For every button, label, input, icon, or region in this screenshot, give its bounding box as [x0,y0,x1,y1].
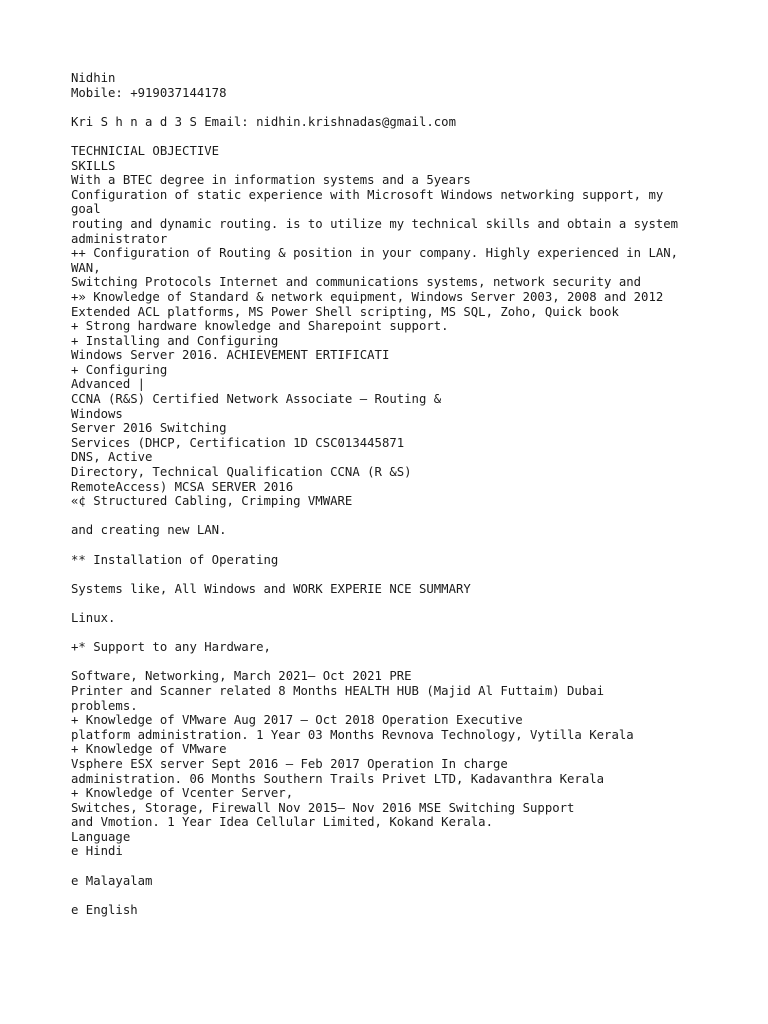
text-line: routing and dynamic routing. is to utilize my technical skills and obtain a system [71,216,679,231]
text-line: CCNA (R&S) Certified Network Associate — Routing & [71,392,442,407]
text-line: +* Support to any Hardware, [71,640,271,655]
text-line: TECHNICIAL OBJECTIVE [71,143,220,158]
text-line: + Configuring [71,362,168,377]
text-line: ** Installation of Operating [71,552,279,567]
text-line: Directory, Technical Qualification CCNA (R &S) [71,465,412,480]
blank-line [71,509,751,524]
text-line: «¢ Structured Cabling, Crimping VMWARE [71,494,353,509]
blank-line [71,626,751,641]
text-line: Language [71,829,131,844]
text-line: WAN, [71,260,101,275]
text-line: Mobile: +919037144178 [71,85,227,100]
text-line: Software, Networking, March 2021— Oct 2021 PRE [71,669,412,684]
text-line: Switches, Storage, Firewall Nov 2015— Nov 2016 MSE Switching Support [71,800,575,815]
blank-line [71,567,751,582]
blank-line [71,100,751,115]
text-line: SKILLS [71,158,116,173]
text-line: Printer and Scanner related 8 Months HEALTH HUB (Majid Al Futtaim) Dubai [71,683,605,698]
text-line: + Knowledge of VMware Aug 2017 — Oct 2018 Operation Executive [71,713,523,728]
text-line: + Strong hardware knowledge and Sharepoint support. [71,319,449,334]
text-line: goal [71,202,101,217]
blank-line [71,888,751,903]
text-line: Windows [71,406,123,421]
text-line: platform administration. 1 Year 03 Months Revnova Technology, Vytilla Kerala [71,727,634,742]
text-line: Switching Protocols Internet and communications systems, network security and [71,275,642,290]
text-line: Nidhin [71,71,116,85]
text-line: ++ Configuration of Routing & position in your company. Highly experienced in LAN, [71,246,679,261]
text-line: Kri S h n a d 3 S Email: nidhin.krishnadas@gmail.com [71,114,456,129]
text-line: Services (DHCP, Certification 1D CSC013445871 [71,435,405,450]
text-line: +» Knowledge of Standard & network equipment, Windows Server 2003, 2008 and 2012 [71,289,664,304]
blank-line [71,129,751,144]
resume-text [71,71,751,917]
text-line: Linux. [71,610,116,625]
text-line: e Hindi [71,844,123,859]
text-line: administrator [71,231,168,246]
blank-line [71,655,751,670]
text-line: problems. [71,698,138,713]
text-line: + Installing and Configuring [71,333,279,348]
blank-line [71,596,751,611]
text-line: and Vmotion. 1 Year Idea Cellular Limited, Kokand Kerala. [71,815,493,830]
text-line: Vsphere ESX server Sept 2016 — Feb 2017 Operation In charge [71,756,508,771]
text-line: DNS, Active [71,450,153,465]
text-line: RemoteAccess) MCSA SERVER 2016 [71,479,294,494]
blank-line [71,859,751,874]
text-line: e English [71,902,138,917]
text-line: Advanced | [71,377,146,392]
text-line: + Knowledge of VMware [71,742,227,757]
text-line: With a BTEC degree in information systems and a 5years [71,173,471,188]
text-line: Windows Server 2016. ACHIEVEMENT ERTIFICATI [71,348,390,363]
blank-line [71,538,751,553]
text-line: + Knowledge of Vcenter Server, [71,786,294,801]
text-line: administration. 06 Months Southern Trails Privet LTD, Kadavanthra Kerala [71,771,605,786]
text-line: Configuration of static experience with Microsoft Windows networking support, my [71,187,664,202]
text-line: Server 2016 Switching [71,421,227,436]
text-line: Extended ACL platforms, MS Power Shell scripting, MS SQL, Zoho, Quick book [71,304,619,319]
text-line: Systems like, All Windows and WORK EXPERIE NCE SUMMARY [71,581,471,596]
text-line: and creating new LAN. [71,523,227,538]
text-line: e Malayalam [71,873,153,888]
